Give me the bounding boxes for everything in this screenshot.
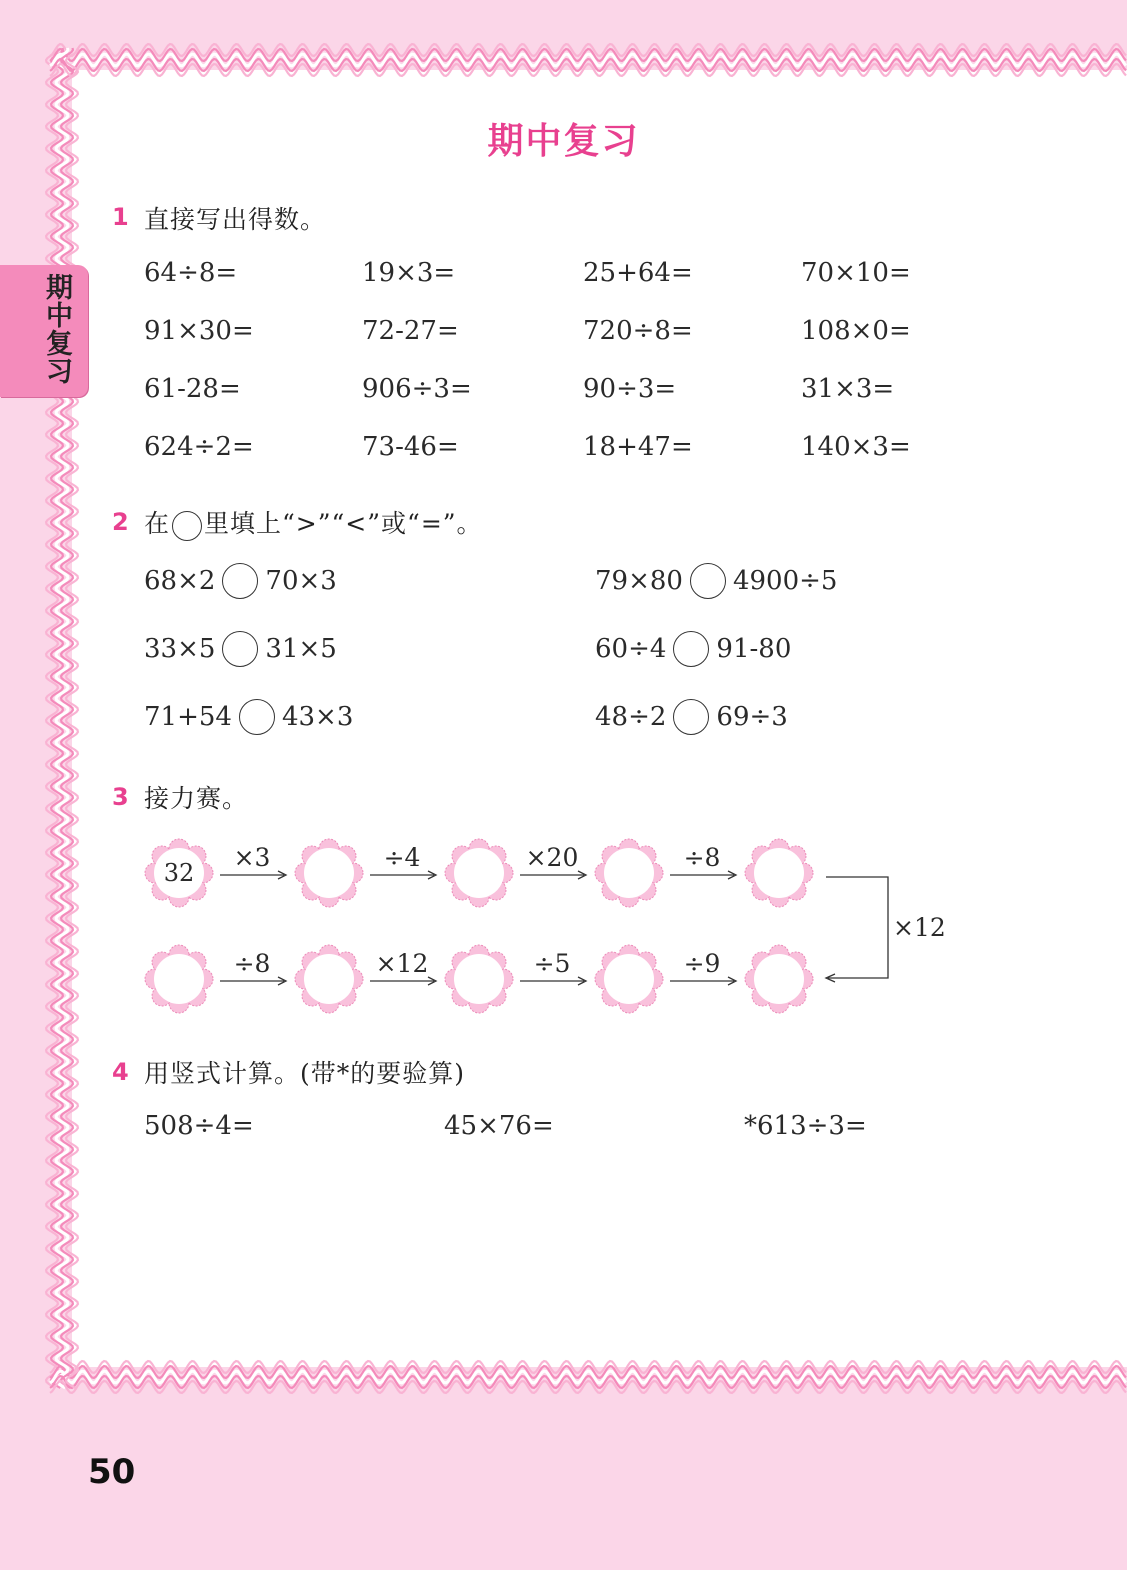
- comparison-item: [144, 563, 337, 599]
- q1-item: 64÷8=: [144, 258, 238, 288]
- comparison-item: [595, 699, 788, 735]
- comparison-answer-circle[interactable]: [673, 699, 709, 735]
- comparison-answer-circle[interactable]: [690, 563, 726, 599]
- comparison-right: 69÷3: [716, 702, 788, 732]
- arrow-right-icon: [520, 870, 588, 880]
- comparison-right: 91-80: [716, 634, 792, 664]
- comparison-answer-circle[interactable]: [673, 631, 709, 667]
- relay-connector-operator: ×12: [893, 913, 946, 942]
- q1-item: 90÷3=: [583, 374, 677, 404]
- question-4-number: 4: [112, 1058, 129, 1086]
- relay-operator: ×3: [233, 843, 271, 872]
- flower-answer-cell[interactable]: [294, 838, 364, 908]
- connector-bracket-icon: [820, 870, 895, 986]
- relay-operator: ÷8: [683, 843, 721, 872]
- comparison-left: 60÷4: [595, 634, 667, 664]
- comparison-left: 33×5: [144, 634, 216, 664]
- side-tab-label: 期中复习: [46, 273, 73, 388]
- q4-problem: 508÷4=: [144, 1111, 254, 1141]
- q1-item: 108×0=: [801, 316, 911, 346]
- question-1-number: 1: [112, 203, 129, 231]
- flower-cell-start: [144, 838, 214, 908]
- arrow-right-icon: [520, 976, 588, 986]
- circle-icon: [172, 511, 202, 541]
- q1-item: 70×10=: [801, 258, 911, 288]
- question-3-number: 3: [112, 783, 129, 811]
- question-3-instruction: 接力赛。: [144, 784, 249, 813]
- flower-icon: [594, 944, 664, 1014]
- q4-problem: *613÷3=: [744, 1111, 867, 1141]
- arrow-right-icon: [370, 870, 438, 880]
- flower-icon: [444, 944, 514, 1014]
- comparison-item: [144, 631, 337, 667]
- comparison-left: 79×80: [595, 566, 683, 596]
- comparison-right: 70×3: [265, 566, 337, 596]
- flower-answer-cell[interactable]: [744, 944, 814, 1014]
- flower-icon: [294, 944, 364, 1014]
- comparison-item: [595, 631, 791, 667]
- flower-icon: [594, 838, 664, 908]
- question-2-number: 2: [112, 508, 129, 536]
- q1-item: 720÷8=: [583, 316, 693, 346]
- flower-answer-cell[interactable]: [144, 944, 214, 1014]
- arrow-right-icon: [370, 976, 438, 986]
- q1-item: 140×3=: [801, 432, 911, 462]
- question-4-instruction: 用竖式计算。(带*的要验算): [144, 1059, 466, 1088]
- question-1-instruction: 直接写出得数。: [144, 205, 327, 234]
- relay-operator: ÷4: [383, 843, 421, 872]
- comparison-answer-circle[interactable]: [222, 563, 258, 599]
- flower-answer-cell[interactable]: [594, 944, 664, 1014]
- arrow-right-icon: [670, 976, 738, 986]
- comparison-item: [144, 699, 353, 735]
- comparison-left: 68×2: [144, 566, 216, 596]
- flower-answer-cell[interactable]: [294, 944, 364, 1014]
- q1-item: 91×30=: [144, 316, 254, 346]
- comparison-item: [595, 563, 837, 599]
- q1-item: 18+47=: [583, 432, 693, 462]
- q4-problem: 45×76=: [444, 1111, 554, 1141]
- comparison-answer-circle[interactable]: [222, 631, 258, 667]
- flower-answer-cell[interactable]: [444, 838, 514, 908]
- comparison-left: 71+54: [144, 702, 232, 732]
- relay-operator: ÷9: [683, 949, 721, 978]
- q1-item: 624÷2=: [144, 432, 254, 462]
- q1-item: 19×3=: [362, 258, 456, 288]
- comparison-right: 43×3: [281, 702, 354, 732]
- side-tab: [0, 265, 88, 397]
- q1-item: 61-28=: [144, 374, 241, 404]
- flower-answer-cell[interactable]: [744, 838, 814, 908]
- q1-item: 73-46=: [362, 432, 459, 462]
- flower-start-value: 32: [163, 859, 195, 887]
- page-title: 期中复习: [487, 121, 640, 162]
- comparison-answer-circle[interactable]: [239, 699, 275, 735]
- comparison-right: 31×5: [265, 634, 337, 664]
- q1-item: 72-27=: [362, 316, 459, 346]
- flower-icon: [444, 838, 514, 908]
- relay-operator: ×12: [375, 949, 429, 978]
- flower-icon: [294, 838, 364, 908]
- relay-operator: ÷8: [233, 949, 271, 978]
- q1-item: 31×3=: [801, 374, 895, 404]
- flower-answer-cell[interactable]: [444, 944, 514, 1014]
- arrow-right-icon: [220, 976, 288, 986]
- flower-icon: [144, 944, 214, 1014]
- arrow-right-icon: [670, 870, 738, 880]
- q2-instruction-after: 里填上“>”“<”或“=”。: [204, 509, 483, 538]
- arrow-right-icon: [220, 870, 288, 880]
- q1-item: 906÷3=: [362, 374, 472, 404]
- flower-icon: [744, 944, 814, 1014]
- comparison-left: 48÷2: [595, 702, 667, 732]
- flower-answer-cell[interactable]: [594, 838, 664, 908]
- comparison-right: 4900÷5: [732, 566, 838, 596]
- flower-icon: [744, 838, 814, 908]
- relay-operator: ×20: [525, 843, 579, 872]
- relay-operator: ÷5: [533, 949, 571, 978]
- q2-instruction-before: 在: [144, 509, 171, 538]
- q1-item: 25+64=: [583, 258, 693, 288]
- question-2-instruction: [144, 504, 483, 541]
- page-number: 50: [88, 1452, 136, 1492]
